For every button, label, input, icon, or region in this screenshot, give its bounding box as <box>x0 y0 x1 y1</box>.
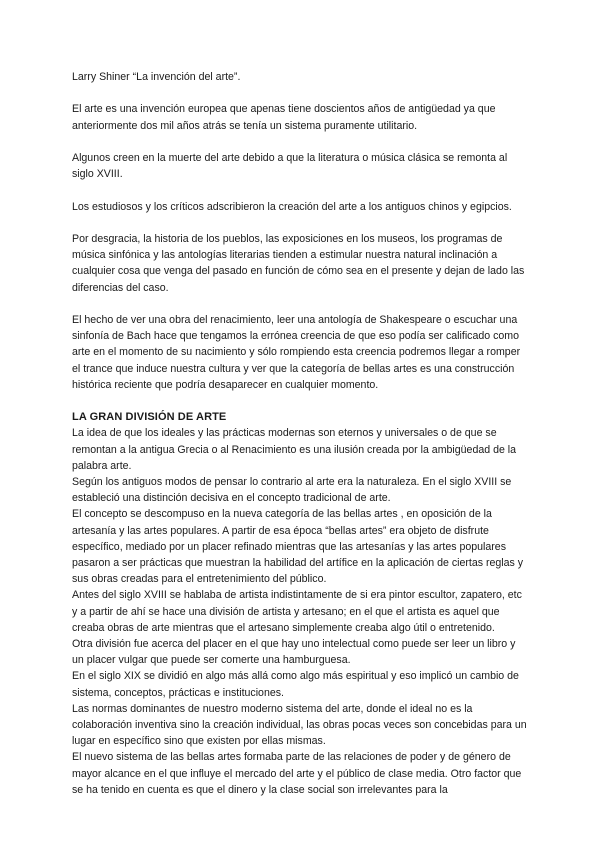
paragraph-unfortunately: Por desgracia, la historia de los pueblos, las exposiciones en los museos, los programas de música sinfónica y las antologías literarias tienden a estimular nuestra natural inclinación a cualquier cosa que venga del pasado en función de cómo sea en el presente y dejan de lado las diferencias del caso. <box>72 232 525 294</box>
section-heading: LA GRAN DIVISIÓN DE ARTE <box>72 411 227 424</box>
paragraph-death-of-art: Algunos creen en la muerte del arte debido a que la literatura o música clásica se remonta al siglo XVIII. <box>72 151 508 181</box>
paragraph-invention: El arte es una invención europea que apenas tiene doscientos años de antigüedad ya que anteriormente dos mil años atrás se tenía un sistema puramente utilitario. <box>72 103 496 132</box>
section-paragraph: Antes del siglo XVIII se hablaba de artista indistintamente de si era pintor escultor, zapatero, etc y a partir de ahí se hace una división de artista y artesano; en el que el artista es aquel que creaba obras de arte mientras que el artesano simplemente creaba algo útil o entretenido. <box>72 589 522 634</box>
document-page <box>72 69 528 798</box>
section-paragraph: Las normas dominantes de nuestro moderno sistema del arte, donde el ideal no es la colaboración inventiva sino la creación individual, las obras pocas veces son concebidas para un lugar en específico sino que existen por ellas mismas. <box>72 702 527 748</box>
section-paragraph: La idea de que los ideales y las prácticas modernas son eternos y universales o de que se remontan a la antigua Grecia o al Renacimiento es una ilusión creada por la ambigüedad de la palabra arte. <box>72 427 517 472</box>
section-paragraph: El nuevo sistema de las bellas artes formaba parte de las relaciones de poder y de género de mayor alcance en el que influye el mercado del arte y el público de clase media. Otro factor que se ha tenido en cuenta es que el dinero y la clase social son irrelevantes para la <box>72 751 522 796</box>
section-paragraph: Otra división fue acerca del placer en el que hay uno intelectual como puede ser leer un libro y un placer vulgar que puede ser comerte una hamburguesa. <box>72 638 516 667</box>
section-paragraph: En el siglo XIX se dividió en algo más allá como algo más espiritual y eso implicó un cambio de sistema, conceptos, prácticas e instituciones. <box>72 670 519 699</box>
section-paragraph: El concepto se descompuso en la nueva categoría de las bellas artes , en oposición de la artesanía y las artes populares. A partir de esa época “bellas artes” era objeto de disfrute específico, mediado por un placer refinado mientras que las artesanías y las artes populares pasaron a ser prácticas que muestran la habilidad del artífice en la aplicación de ciertas reglas y sus obras creadas para el entretenimiento del público. <box>72 508 524 586</box>
paragraph-scholars: Los estudiosos y los críticos adscribieron la creación del arte a los antiguos chinos y egipcios. <box>72 200 512 213</box>
document-title-line: Larry Shiner “La invención del arte”. <box>72 71 241 83</box>
paragraph-renaissance: El hecho de ver una obra del renacimiento, leer una antología de Shakespeare o escuchar una sinfonía de Bach hace que tengamos la errónea creencia de que eso podía ser calificado como arte en el momento de su nacimiento y sólo rompiendo esta creencia podremos llegar a romper el trance que induce nuestra cultura y ver que la categoría de bellas artes es una construcción histórica reciente que podría desaparecer en cualquier momento. <box>72 313 521 391</box>
section-paragraph: Según los antiguos modos de pensar lo contrario al arte era la naturaleza. En el siglo XVIII se estableció una distinción decisiva en el concepto tradicional de arte. <box>72 475 512 505</box>
